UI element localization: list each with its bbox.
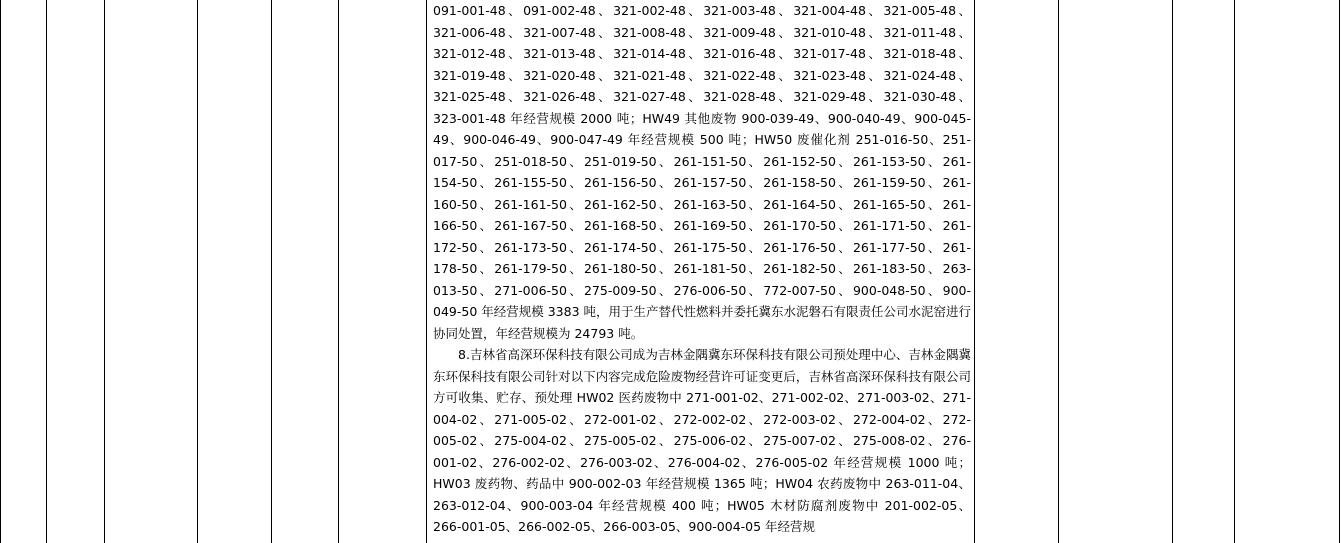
column-divider [338,0,339,543]
column-divider [104,0,105,543]
column-divider [1234,0,1235,543]
column-divider [46,0,47,543]
waste-code-paragraph: 091-001-48、091-002-48、321-002-48、321-003-48、321-004-48、321-005-48、321-006-48、321-007-48、321-008-48、321-009-48、321-010-48、321-011-48、321-012-48、321-013-48、321-014-48、321-016-48、321-017-48、321-018-48、321-019-48、321-020-48、321-021-48、321-022-48、321-023-48、321-024-48、321-025-48、321-026-48、321-027-48、321-028-48、321-029-48、321-030-48、323-001-48 年经营规模 2000 吨；HW49 其他废物 900-039-49、900-040-49、900-045-49、900-046-49、900-047-49 年经营规模 500 吨；HW50 废催化剂 251-016-50、251-017-50、251-018-50、251-019-50、261-151-50、261-152-50、261-153-50、261-154-50、261-155-50、261-156-50、261-157-50、261-158-50、261-159-50、261-160-50、261-161-50、261-162-50、261-163-50、261-164-50、261-165-50、261-166-50、261-167-50、261-168-50、261-169-50、261-170-50、261-171-50、261-172-50、261-173-50、261-174-50、261-175-50、261-176-50、261-177-50、261-178-50、261-179-50、261-180-50、261-181-50、261-182-50、261-183-50、263-013-50、271-006-50、275-009-50、276-006-50、772-007-50、900-048-50、900-049-50 年经营规模 3383 吨，用于生产替代性燃料并委托冀东水泥磐石有限责任公司水泥窑进行协同处置，年经营规模为 24793 吨。 [433,3,972,341]
column-divider [1172,0,1173,543]
license-conditions-cell [433,0,971,538]
condition-8-paragraph: 8.吉林省高深环保科技有限公司成为吉林金隅冀东环保科技有限公司预处理中心、吉林金隅冀东环保科技有限公司针对以下内容完成危险废物经营许可证变更后，吉林省高深环保科技有限公司方可收集、贮存、预处理 HW02 医药废物中 271-001-02、271-002-02、271-003-02、271-004-02、271-005-02、272-001-02、272-002-02、272-003-02、272-004-02、272-005-02、275-004-02、275-005-02、275-006-02、275-007-02、275-008-02、276-001-02、276-002-02、276-003-02、276-004-02、276-005-02 年经营规模 1000 吨；HW03 废药物、药品中 900-002-03 年经营规模 1365 吨；HW04 农药废物中 263-011-04、263-012-04、900-003-04 年经营规模 400 吨；HW05 木材防腐剂废物中 201-002-05、266-001-05、266-002-05、266-003-05、900-004-05 年经营规 [433,347,971,534]
column-divider [426,0,427,543]
column-divider [197,0,198,543]
column-divider [1339,0,1340,543]
column-divider [974,0,975,543]
column-divider [271,0,272,543]
column-divider [1058,0,1059,543]
